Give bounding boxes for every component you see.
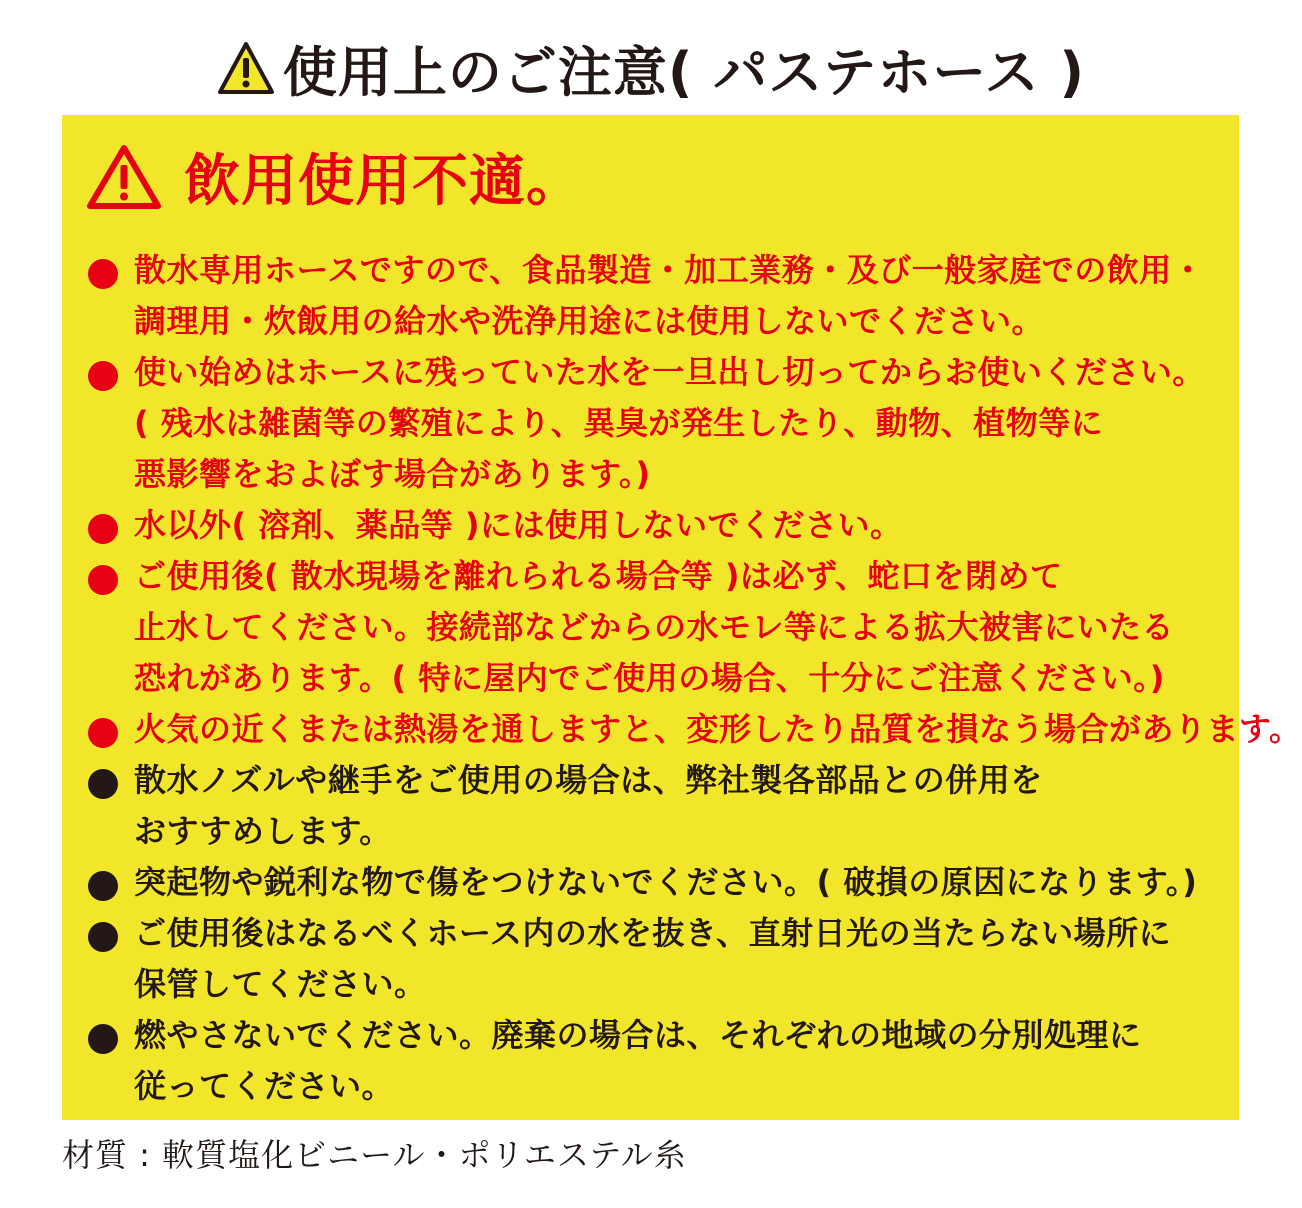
caution-text-line: 燃やさないでください。廃棄の場合は、それぞれの地域の分別処理に [134, 1016, 1142, 1054]
caution-text-line: 止水してください。接続部などからの水モレ等による拡大被害にいたる [134, 608, 1175, 646]
bullet-icon [88, 259, 118, 289]
bullet-icon [88, 922, 118, 952]
caution-item [86, 857, 1236, 908]
caution-text-line: ( 残水は雑菌等の繁殖により、異臭が発生したり、動物、植物等に [134, 404, 1104, 442]
bullet-icon [88, 565, 118, 595]
caution-text-line: 突起物や鋭利な物で傷をつけないでください。( 破損の原因になります。) [134, 863, 1198, 901]
bullet-icon [88, 871, 118, 901]
warning-heading [86, 137, 583, 217]
caution-item [86, 500, 1236, 551]
bullet-icon [88, 514, 118, 544]
caution-panel [62, 115, 1302, 1120]
caution-text-line: 悪影響をおよぼす場合があります。) [134, 455, 651, 493]
caution-text-line: おすすめします。 [134, 812, 392, 850]
caution-text-line: 使い始めはホースに残っていた水を一旦出し切ってからお使いください。 [134, 353, 1205, 391]
caution-text-line: 水以外( 溶剤、薬品等 )には使用しないでください。 [134, 506, 903, 544]
caution-text-line: ご使用後( 散水現場を離れられる場合等 )は必ず、蛇口を閉めて [134, 557, 1063, 595]
caution-text-line: 調理用・炊飯用の給水や洗浄用途には使用しないでください。 [134, 302, 1045, 340]
bullet-icon [88, 769, 118, 799]
page-title: 使用上のご注意( パステホース ) [282, 40, 1086, 104]
caution-text-line: 火気の近くまたは熱湯を通しますと、変形したり品質を損なう場合があります。 [134, 710, 1302, 748]
bullet-icon [88, 718, 118, 748]
caution-item [86, 908, 1236, 1010]
caution-item [86, 704, 1302, 755]
caution-item [86, 245, 1236, 347]
caution-list [86, 245, 1302, 1112]
bullet-icon [88, 361, 118, 391]
bullet-icon [88, 1024, 118, 1054]
caution-text-line: 散水ノズルや継手をご使用の場合は、弊社製各部品との併用を [134, 761, 1043, 799]
warning-triangle-icon [86, 143, 162, 211]
page-header [0, 28, 1302, 108]
caution-item [86, 347, 1236, 500]
caution-item [86, 1010, 1236, 1112]
caution-text-line: 散水専用ホースですので、食品製造・加工業務・及び一般家庭での飲用・ [134, 251, 1205, 289]
caution-item [86, 755, 1236, 857]
caution-text-line: 従ってください。 [134, 1067, 395, 1105]
material-note: 材質 : 軟質塩化ビニール・ポリエステル糸 [62, 1136, 687, 1174]
warning-triangle-icon [217, 41, 275, 95]
caution-text-line: ご使用後はなるべくホース内の水を抜き、直射日光の当たらない場所に [134, 914, 1172, 952]
caution-text-line: 恐れがあります。( 特に屋内でご使用の場合、十分にご注意ください。) [134, 659, 1165, 697]
caution-item [86, 551, 1236, 704]
warning-text: 飲用使用不適。 [184, 149, 583, 214]
caution-text-line: 保管してください。 [134, 965, 427, 1003]
